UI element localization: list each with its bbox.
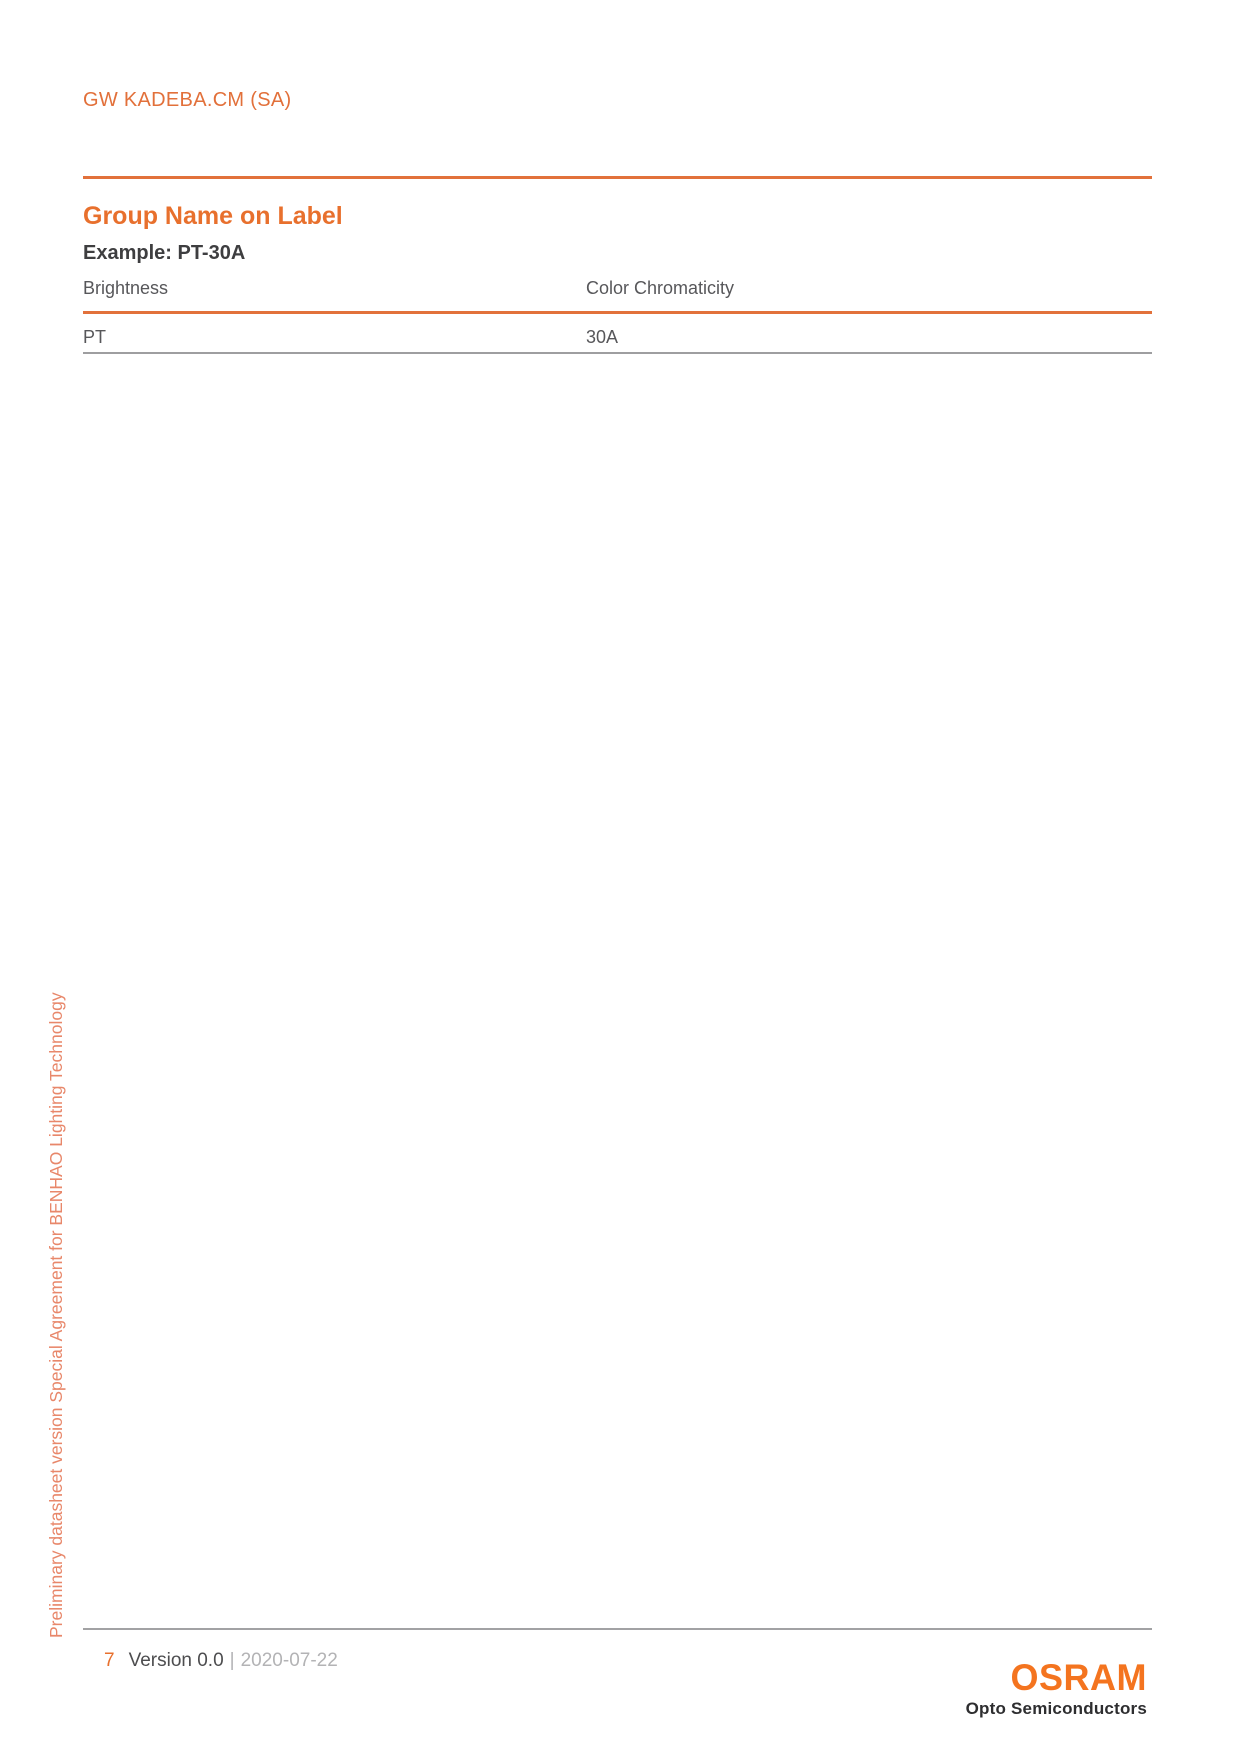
table-header-underline — [83, 311, 1152, 314]
version-label: Version 0.0 — [128, 1650, 224, 1671]
table-header-row — [83, 277, 1152, 299]
table-row-underline — [83, 352, 1152, 354]
footer-line — [104, 1649, 338, 1673]
osram-wordmark: OSRAM — [1010, 1656, 1147, 1699]
header-divider-rule — [83, 176, 1152, 179]
product-code-header: GW KADEBA.CM (SA) — [83, 89, 292, 111]
footer-divider-rule — [83, 1628, 1152, 1630]
section-example-label: Example: PT-30A — [83, 242, 246, 264]
table-row — [83, 326, 1152, 348]
footer-separator: | — [229, 1650, 235, 1671]
table-header-color-chromaticity: Color Chromaticity — [586, 278, 735, 298]
release-date: 2020-07-22 — [240, 1650, 338, 1671]
table-cell-chromaticity-value: 30A — [586, 327, 619, 347]
table-header-brightness: Brightness — [83, 278, 169, 298]
osram-logo — [965, 1656, 1147, 1718]
osram-logo-subtitle: Opto Semiconductors — [965, 1699, 1147, 1718]
preliminary-watermark-text: Preliminary datasheet version Special Agreement for BENHAO Lighting Technology — [46, 992, 66, 1638]
table-cell-brightness-value: PT — [83, 327, 107, 347]
page-number: 7 — [104, 1650, 115, 1671]
section-title: Group Name on Label — [83, 202, 343, 230]
